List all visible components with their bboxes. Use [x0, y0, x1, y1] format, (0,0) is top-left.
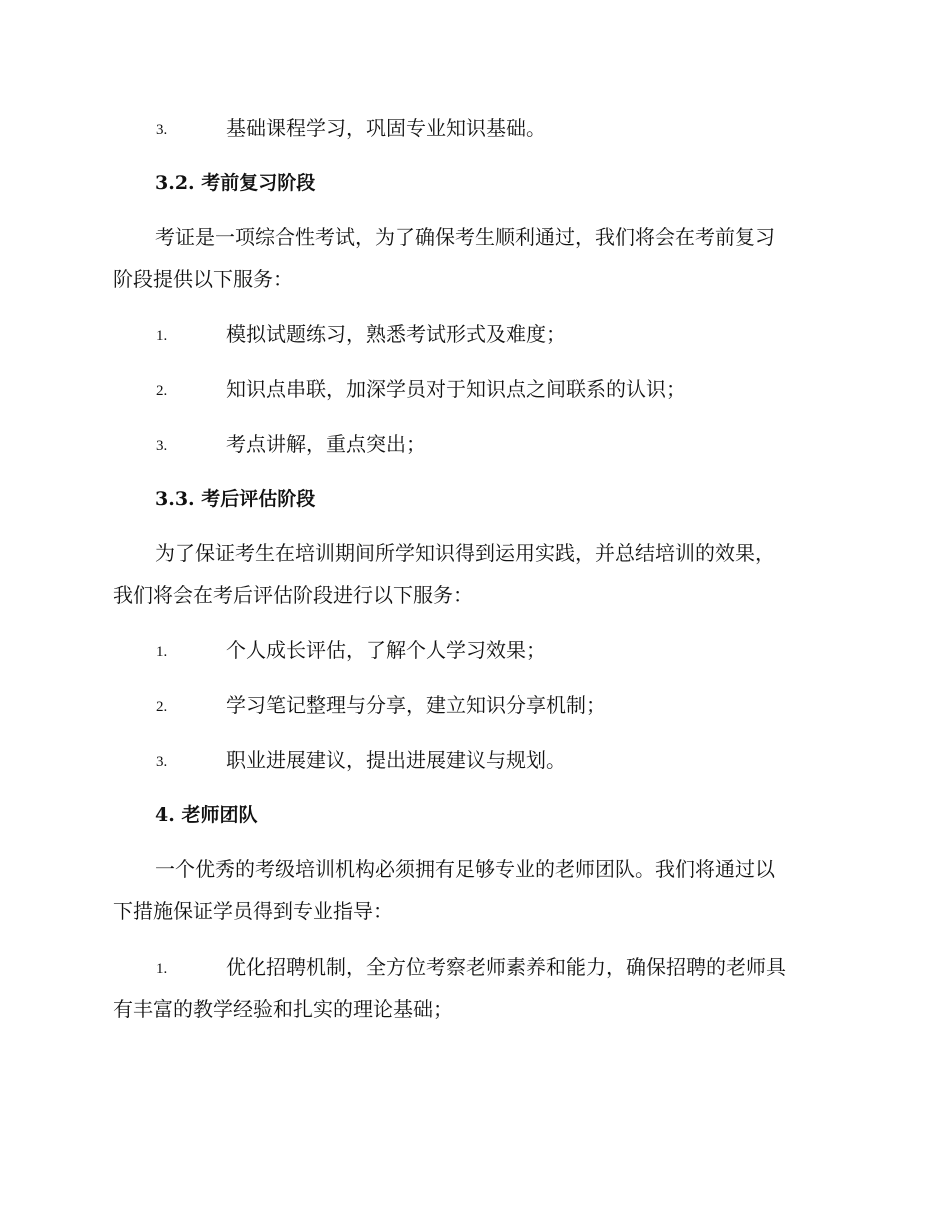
- paragraph-line: 为了保证考生在培训期间所学知识得到运用实践，并总结培训的效果，: [155, 541, 775, 565]
- section-heading: 4. 老师团队: [155, 804, 258, 826]
- section-heading: 3.2. 考前复习阶段: [155, 172, 316, 194]
- list-number: 2.: [156, 699, 168, 715]
- paragraph-line: 下措施保证学员得到专业指导：: [113, 899, 393, 923]
- section-heading: 3.3. 考后评估阶段: [155, 488, 316, 510]
- list-text: 模拟试题练习，熟悉考试形式及难度；: [226, 322, 566, 346]
- paragraph-line: 考证是一项综合性考试，为了确保考生顺利通过，我们将会在考前复习: [155, 225, 775, 249]
- paragraph-line: 阶段提供以下服务：: [113, 267, 293, 291]
- list-number: 1.: [156, 328, 168, 344]
- paragraph-line: 一个优秀的考级培训机构必须拥有足够专业的老师团队。我们将通过以: [155, 857, 775, 881]
- list-text: 基础课程学习，巩固专业知识基础。: [226, 116, 546, 140]
- list-text: 职业进展建议，提出进展建议与规划。: [226, 748, 566, 772]
- list-text: 优化招聘机制，全方位考察老师素养和能力，确保招聘的老师具: [226, 955, 786, 979]
- list-number: 1.: [156, 961, 168, 977]
- list-item-continuation: 有丰富的教学经验和扎实的理论基础；: [113, 997, 453, 1021]
- paragraph-line: 我们将会在考后评估阶段进行以下服务：: [113, 583, 473, 607]
- list-text: 个人成长评估，了解个人学习效果；: [226, 638, 546, 662]
- list-number: 3.: [156, 754, 168, 770]
- list-text: 学习笔记整理与分享，建立知识分享机制；: [226, 693, 606, 717]
- list-number: 1.: [156, 644, 168, 660]
- list-text: 考点讲解，重点突出；: [226, 432, 426, 456]
- list-number: 2.: [156, 383, 168, 399]
- list-number: 3.: [156, 438, 168, 454]
- list-number: 3.: [156, 122, 168, 138]
- list-text: 知识点串联，加深学员对于知识点之间联系的认识；: [226, 377, 686, 401]
